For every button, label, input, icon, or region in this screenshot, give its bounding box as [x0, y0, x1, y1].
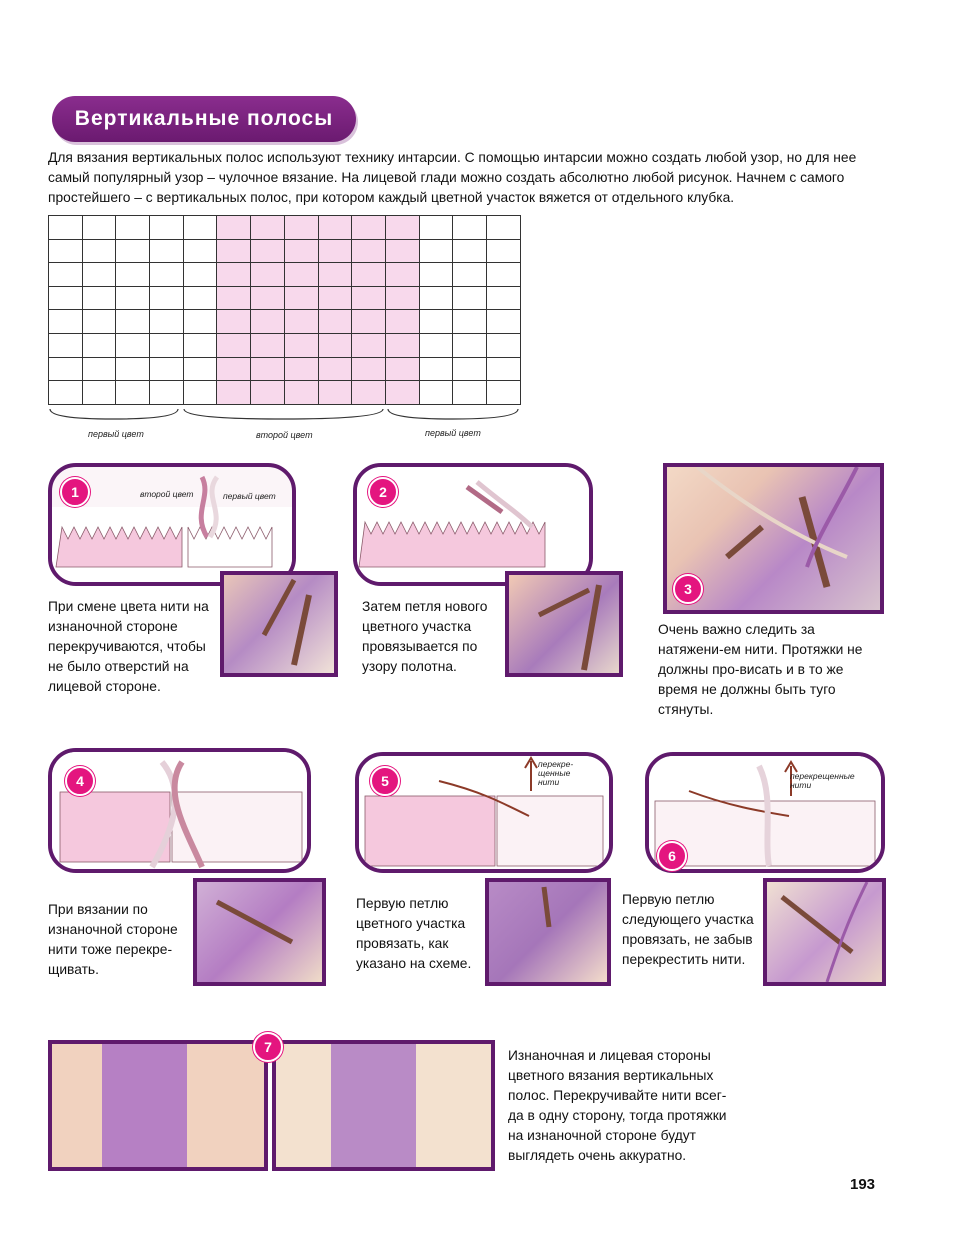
chart-cell [319, 263, 353, 287]
step1-photo [220, 571, 338, 677]
chart-cell [150, 240, 184, 264]
chart-cell [184, 263, 218, 287]
chart-cell [49, 334, 83, 358]
chart-cell [285, 287, 319, 311]
chart-cell [217, 216, 251, 240]
step3-caption: Очень важно следить за натяжени-ем нити. Протяжки не должны про-висать и в то же время не должны быть туго стянуты. [658, 622, 863, 717]
step6-caption: Первую петлю следующего участка провязать, не забыв перекрестить нити. [622, 892, 754, 967]
step1-label-second-color: второй цвет [140, 489, 194, 499]
section-title: Вертикальные полосы [52, 96, 356, 142]
chart-cell [49, 381, 83, 405]
chart-cell [352, 216, 386, 240]
chart-cell [386, 263, 420, 287]
step5-photo [485, 878, 611, 986]
stripe-chart [48, 215, 521, 405]
needle-photo [767, 882, 882, 982]
chart-cell [49, 216, 83, 240]
chart-cell [150, 310, 184, 334]
chart-cell [83, 334, 117, 358]
chart-cell [217, 381, 251, 405]
chart-cell [285, 240, 319, 264]
chart-cell [251, 263, 285, 287]
chart-cell [319, 287, 353, 311]
chart-cell [83, 381, 117, 405]
chart-cell [285, 334, 319, 358]
chart-cell [116, 216, 150, 240]
chart-cell [251, 240, 285, 264]
step6-label-crossed-threads: перекрещенные нити [790, 771, 855, 790]
chart-cell [217, 287, 251, 311]
chart-cell [352, 334, 386, 358]
step4-badge: 4 [65, 766, 95, 796]
chart-cell [487, 310, 521, 334]
chart-cell [420, 334, 454, 358]
chart-cell [116, 310, 150, 334]
chart-grid [48, 215, 521, 405]
chart-cell [453, 240, 487, 264]
chart-cell [487, 334, 521, 358]
chart-cell [420, 216, 454, 240]
chart-cell [150, 381, 184, 405]
chart-cell [319, 240, 353, 264]
chart-cell [116, 263, 150, 287]
chart-cell [49, 287, 83, 311]
needle-photo [197, 882, 322, 982]
chart-cell [184, 216, 218, 240]
chart-cell [251, 381, 285, 405]
step7-caption: Изнаночная и лицевая стороны цветного вязания вертикальных полос. Перекручивайте нити всег-да в одну сторону, тогда протяжки на изнаночной стороне будут выглядеть очень аккуратно. [508, 1048, 727, 1163]
chart-cell [386, 358, 420, 382]
step4-photo [193, 878, 326, 986]
chart-cell [150, 216, 184, 240]
step7-photo-wrong-side [48, 1040, 268, 1171]
chart-cell [453, 358, 487, 382]
chart-cell [453, 381, 487, 405]
chart-cell [49, 263, 83, 287]
chart-cell [150, 287, 184, 311]
chart-cell [150, 334, 184, 358]
chart-cell [352, 263, 386, 287]
chart-cell [352, 240, 386, 264]
chart-cell [150, 263, 184, 287]
chart-cell [420, 381, 454, 405]
step2-caption: Затем петля нового цветного участка провязывается по узору полотна. [362, 599, 488, 674]
chart-cell [217, 310, 251, 334]
chart-cell [184, 240, 218, 264]
chart-cell [285, 358, 319, 382]
chart-cell [487, 287, 521, 311]
chart-cell [386, 287, 420, 311]
page-number: 193 [850, 1176, 876, 1193]
chart-cell [352, 358, 386, 382]
chart-cell [184, 310, 218, 334]
chart-cell [116, 358, 150, 382]
chart-cell [184, 358, 218, 382]
step1-badge: 1 [60, 477, 90, 507]
chart-cell [386, 216, 420, 240]
chart-cell [285, 216, 319, 240]
chart-cell [487, 358, 521, 382]
brace-left [50, 409, 178, 419]
chart-cell [420, 287, 454, 311]
chart-cell [217, 240, 251, 264]
chart-cell [386, 240, 420, 264]
intro-paragraph: Для вязания вертикальных полос используют технику интарсии. С помощью интарсии можно создать любой узор, но для нее самый популярный узор – чулочное вязание. На лицевой глади можно создать абсолютно любой рисунок. Начнем с самого простейшего – с вертикальных полос, при котором каждый цветной участок вяжется от отдельного клубка. [48, 150, 857, 205]
chart-cell [150, 358, 184, 382]
chart-cell [83, 240, 117, 264]
chart-cell [487, 381, 521, 405]
chart-cell [487, 263, 521, 287]
chart-cell [285, 381, 319, 405]
step6-badge: 6 [657, 841, 687, 871]
chart-cell [217, 358, 251, 382]
label-first-color-left: первый цвет [88, 429, 144, 439]
chart-cell [319, 216, 353, 240]
chart-cell [453, 216, 487, 240]
chart-braces [48, 405, 528, 425]
chart-cell [184, 381, 218, 405]
chart-cell [319, 381, 353, 405]
step1-label-first-color: первый цвет [223, 491, 276, 501]
chart-cell [251, 334, 285, 358]
chart-cell [386, 334, 420, 358]
chart-cell [487, 216, 521, 240]
chart-cell [285, 310, 319, 334]
chart-cell [217, 334, 251, 358]
chart-cell [420, 310, 454, 334]
chart-cell [116, 287, 150, 311]
chart-cell [49, 240, 83, 264]
chart-cell [319, 358, 353, 382]
needle-photo [224, 575, 334, 673]
chart-cell [420, 240, 454, 264]
chart-cell [420, 263, 454, 287]
step5-caption: Первую петлю цветного участка провязать, как указано на схеме. [356, 896, 472, 971]
chart-cell [453, 334, 487, 358]
step1-caption: При смене цвета нити на изнаночной стороне перекручиваются, чтобы не было отверстий на лицевой стороне. [48, 599, 209, 694]
chart-cell [285, 263, 319, 287]
brace-middle [184, 409, 383, 419]
chart-cell [420, 358, 454, 382]
chart-cell [116, 381, 150, 405]
chart-cell [453, 310, 487, 334]
step2-badge: 2 [368, 477, 398, 507]
chart-cell [184, 287, 218, 311]
chart-cell [116, 240, 150, 264]
label-first-color-right: первый цвет [425, 428, 481, 438]
step7-photo-right-side [272, 1040, 495, 1171]
chart-cell [386, 381, 420, 405]
step7-badge: 7 [253, 1032, 283, 1062]
step2-photo [505, 571, 623, 677]
chart-cell [184, 334, 218, 358]
chart-cell [319, 310, 353, 334]
chart-cell [116, 334, 150, 358]
chart-cell [49, 358, 83, 382]
needle-photo [509, 575, 619, 673]
chart-cell [352, 310, 386, 334]
needle-photo [489, 882, 607, 982]
step4-diagram [48, 748, 311, 873]
chart-cell [251, 310, 285, 334]
chart-cell [83, 358, 117, 382]
chart-cell [251, 216, 285, 240]
chart-cell [83, 263, 117, 287]
chart-cell [49, 310, 83, 334]
chart-cell [386, 310, 420, 334]
step5-badge: 5 [370, 766, 400, 796]
label-second-color: второй цвет [256, 430, 313, 440]
chart-cell [453, 287, 487, 311]
chart-cell [352, 287, 386, 311]
chart-cell [251, 287, 285, 311]
chart-cell [319, 334, 353, 358]
step5-label-crossed-threads: перекре-щенные нити [538, 759, 574, 787]
chart-cell [352, 381, 386, 405]
chart-cell [217, 263, 251, 287]
step3-badge: 3 [673, 574, 703, 604]
step4-caption: При вязании по изнаночной стороне нити тоже перекре-щивать. [48, 902, 178, 977]
step6-photo [763, 878, 886, 986]
brace-right [388, 409, 518, 419]
chart-cell [83, 216, 117, 240]
chart-cell [453, 263, 487, 287]
chart-cell [251, 358, 285, 382]
chart-cell [487, 240, 521, 264]
chart-cell [83, 287, 117, 311]
chart-cell [83, 310, 117, 334]
